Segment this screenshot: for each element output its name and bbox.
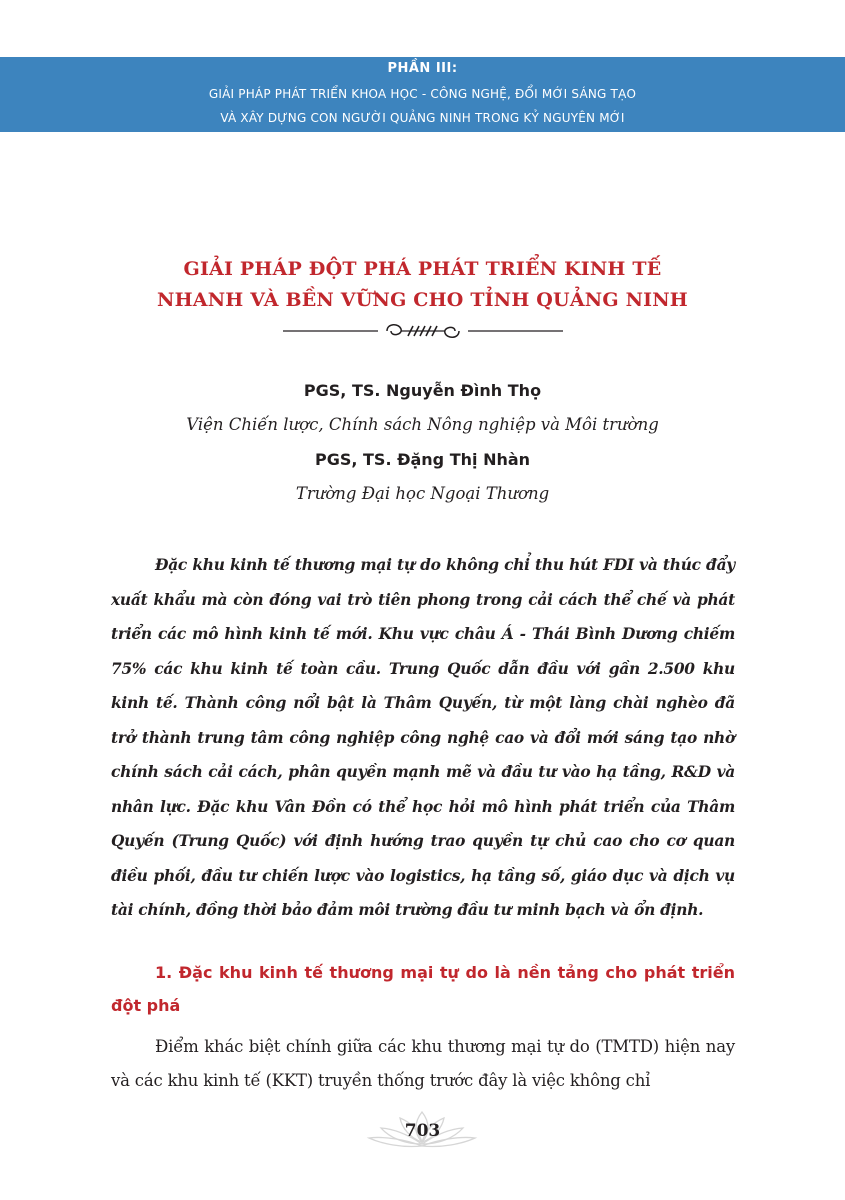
title-divider-ornament	[283, 320, 563, 342]
author-affiliation-1: Viện Chiến lược, Chính sách Nông nghiệp và Môi trường	[186, 415, 659, 434]
part-subtitle-line1: GIẢI PHÁP PHÁT TRIỂN KHOA HỌC - CÔNG NGHỆ, ĐỔI MỚI SÁNG TẠO	[208, 87, 637, 101]
part-label: PHẦN III:	[387, 61, 458, 76]
part-subtitle-line2: VÀ XÂY DỰNG CON NGƯỜI QUẢNG NINH TRONG KỶ NGUYÊN MỚI	[220, 111, 625, 125]
author-name-2: PGS, TS. Đặng Thị Nhàn	[314, 450, 531, 469]
section-heading-1: 1. Đặc khu kinh tế thương mại tự do là nền tảng cho phát triển đột phá	[111, 963, 735, 1015]
page-number: 703	[404, 1121, 441, 1141]
author-name-1: PGS, TS. Nguyễn Đình Thọ	[303, 381, 542, 400]
author-affiliation-2: Trường Đại học Ngoại Thương	[295, 484, 550, 503]
article-title-line1: GIẢI PHÁP ĐỘT PHÁ PHÁT TRIỂN KINH TẾ	[183, 258, 662, 280]
abstract-paragraph: Đặc khu kinh tế thương mại tự do không chỉ thu hút FDI và thúc đẩy xuất khẩu mà còn đóng vai trò tiên phong trong cải cách thể chế và phát triển các mô hình kinh tế mới. Khu vực châu Á - Thái Bình Dương chiếm 75% các khu kinh tế toàn cầu. Trung Quốc dẫn đầu với gần 2.500 khu kinh tế. Thành công nổi bật là Thâm Quyến, từ một làng chài nghèo đã trở thành trung tâm công nghiệp công nghệ cao và đổi mới sáng tạo nhờ chính sách cải cách, phân quyền mạnh mẽ và đầu tư vào hạ tầng, R&D và nhân lực. Đặc khu Vân Đồn có thể học hỏi mô hình phát triển của Thâm Quyến (Trung Quốc) với định hướng trao quyền tự chủ cao cho cơ quan điều phối, đầu tư chiến lược vào logistics, hạ tầng số, giáo dục và dịch vụ tài chính, đồng thời bảo đảm môi trường đầu tư minh bạch và ổn định.	[111, 556, 735, 919]
article-title-line2: NHANH VÀ BỀN VỮNG CHO TỈNH QUẢNG NINH	[157, 289, 688, 311]
body-paragraph: Điểm khác biệt chính giữa các khu thương mại tự do (TMTD) hiện nay và các khu kinh tế (KKT) truyền thống trước đây là việc không chỉ	[111, 1037, 735, 1090]
part-banner	[0, 57, 845, 132]
